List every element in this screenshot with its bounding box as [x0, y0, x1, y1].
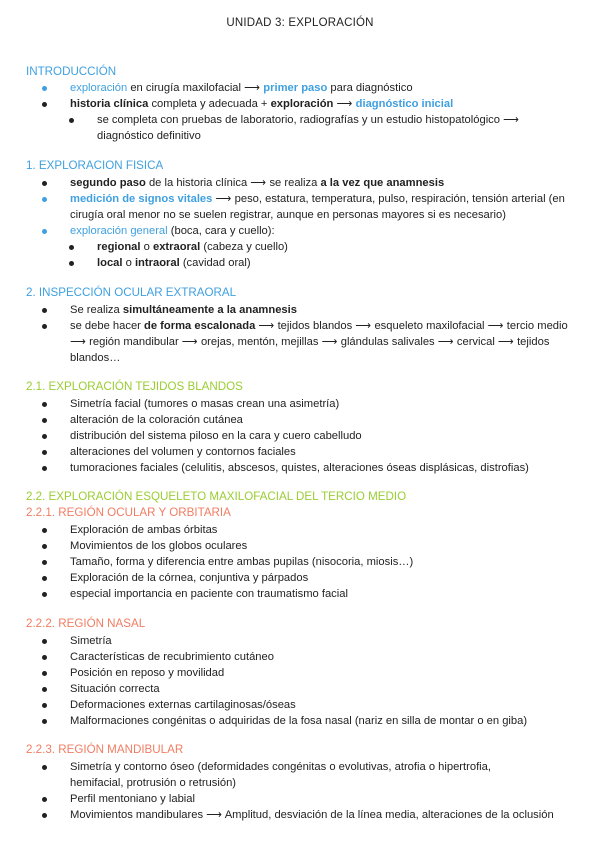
- bullet-icon: [42, 592, 47, 597]
- bullet-icon: [42, 797, 47, 802]
- section-heading-intro: INTRODUCCIÓN: [26, 65, 117, 78]
- list-item: exploración en cirugía maxilofacial ⟶ primer paso para diagnóstico: [70, 82, 413, 94]
- list-item: medición de signos vitales ⟶ peso, estatura, temperatura, pulso, respiración, tensión arterial (en cirugía oral menor no se suelen registrar, aunque en personas mayores si es necesario): [70, 193, 565, 221]
- bullet-icon: [42, 102, 47, 107]
- bullet-icon: [42, 450, 47, 455]
- bullet-icon: [42, 687, 47, 692]
- bullet-icon: [42, 703, 47, 708]
- bullet-icon: [42, 434, 47, 439]
- list-item: exploración general (boca, cara y cuello):: [70, 225, 275, 237]
- bullet-icon: [69, 118, 74, 123]
- bullet-icon: [42, 86, 47, 91]
- bullet-icon: [42, 560, 47, 565]
- bullet-icon: [42, 181, 47, 186]
- section-heading-2-2: 2.2. EXPLORACIÓN ESQUELETO MAXILOFACIAL DEL TERCIO MEDIO: [26, 490, 407, 503]
- bullet-icon: [42, 576, 47, 581]
- bullet-icon: [42, 719, 47, 724]
- list-item: Se realiza simultáneamente a la anamnesis: [70, 304, 297, 316]
- list-item: Posición en reposo y movilidad: [70, 667, 225, 679]
- bullet-icon: [42, 324, 47, 329]
- list-item: alteración de la coloración cutánea: [70, 414, 243, 426]
- bullet-icon: [42, 765, 47, 770]
- list-item: Perfil mentoniano y labial: [70, 793, 195, 805]
- list-item: Exploración de ambas órbitas: [70, 524, 218, 536]
- list-item: segundo paso de la historia clínica ⟶ se realiza a la vez que anamnesis: [70, 177, 445, 189]
- list-item: Movimientos de los globos oculares: [70, 540, 248, 552]
- bullet-icon: [42, 229, 47, 234]
- bullet-icon: [42, 813, 47, 818]
- list-item: Simetría facial (tumores o masas crean una asimetría): [70, 398, 340, 410]
- bullet-icon: [42, 466, 47, 471]
- list-item: Tamaño, forma y diferencia entre ambas pupilas (nisocoria, miosis…): [70, 556, 414, 568]
- section-heading-2: 2. INSPECCIÓN OCULAR EXTRAORAL: [26, 286, 237, 299]
- bullet-icon: [42, 197, 47, 202]
- bullet-icon: [42, 655, 47, 660]
- list-item: alteraciones del volumen y contornos faciales: [70, 446, 296, 458]
- bullet-icon: [69, 261, 74, 266]
- section-heading-2-1: 2.1. EXPLORACIÓN TEJIDOS BLANDOS: [26, 380, 243, 393]
- list-item: tumoraciones faciales (celulitis, abscesos, quistes, alteraciones óseas displásicas, distrofias): [70, 462, 529, 474]
- list-item: Movimientos mandibulares ⟶ Amplitud, desviación de la línea media, alteraciones de la oclusión: [70, 809, 554, 821]
- list-item: Malformaciones congénitas o adquiridas de la fosa nasal (nariz en silla de montar o en giba): [70, 715, 528, 727]
- list-item: se completa con pruebas de laboratorio, radiografías y un estudio histopatológico ⟶ diagnóstico definitivo: [97, 114, 520, 142]
- list-item: local o intraoral (cavidad oral): [97, 257, 251, 269]
- list-item: Simetría: [70, 635, 112, 647]
- bullet-icon: [42, 671, 47, 676]
- section-heading-2-2-1: 2.2.1. REGIÓN OCULAR Y ORBITARIA: [26, 506, 231, 519]
- page-title: UNIDAD 3: EXPLORACIÓN: [226, 17, 374, 29]
- list-item: historia clínica completa y adecuada + exploración ⟶ diagnóstico inicial: [70, 98, 454, 110]
- bullet-icon: [42, 418, 47, 423]
- list-item: especial importancia en paciente con traumatismo facial: [70, 588, 348, 600]
- bullet-icon: [69, 245, 74, 250]
- list-item: distribución del sistema piloso en la cara y cuero cabelludo: [70, 430, 362, 442]
- list-item: Características de recubrimiento cutáneo: [70, 651, 274, 663]
- bullet-icon: [42, 308, 47, 313]
- section-heading-2-2-2: 2.2.2. REGIÓN NASAL: [26, 617, 146, 630]
- section-heading-2-2-3: 2.2.3. REGIÓN MANDIBULAR: [26, 743, 184, 756]
- bullet-icon: [42, 528, 47, 533]
- list-item: Simetría y contorno óseo (deformidades congénitas o evolutivas, atrofia o hipertrofia, hemifacial, protrusión o retrusión): [70, 761, 492, 789]
- bullet-icon: [42, 639, 47, 644]
- section-heading-1: 1. EXPLORACION FISICA: [26, 159, 164, 172]
- list-item: regional o extraoral (cabeza y cuello): [97, 241, 288, 253]
- bullet-icon: [42, 402, 47, 407]
- list-item: Situación correcta: [70, 683, 160, 695]
- list-item: Deformaciones externas cartilaginosas/óseas: [70, 699, 296, 711]
- bullet-icon: [42, 544, 47, 549]
- list-item: Exploración de la córnea, conjuntiva y párpados: [70, 572, 309, 584]
- list-item: se debe hacer de forma escalonada ⟶ tejidos blandos ⟶ esqueleto maxilofacial ⟶ tercio medio ⟶ región mandibular ⟶ orejas, mentón, mejillas ⟶ glándulas salivales ⟶ cervical ⟶ tejidos blandos…: [70, 320, 568, 364]
